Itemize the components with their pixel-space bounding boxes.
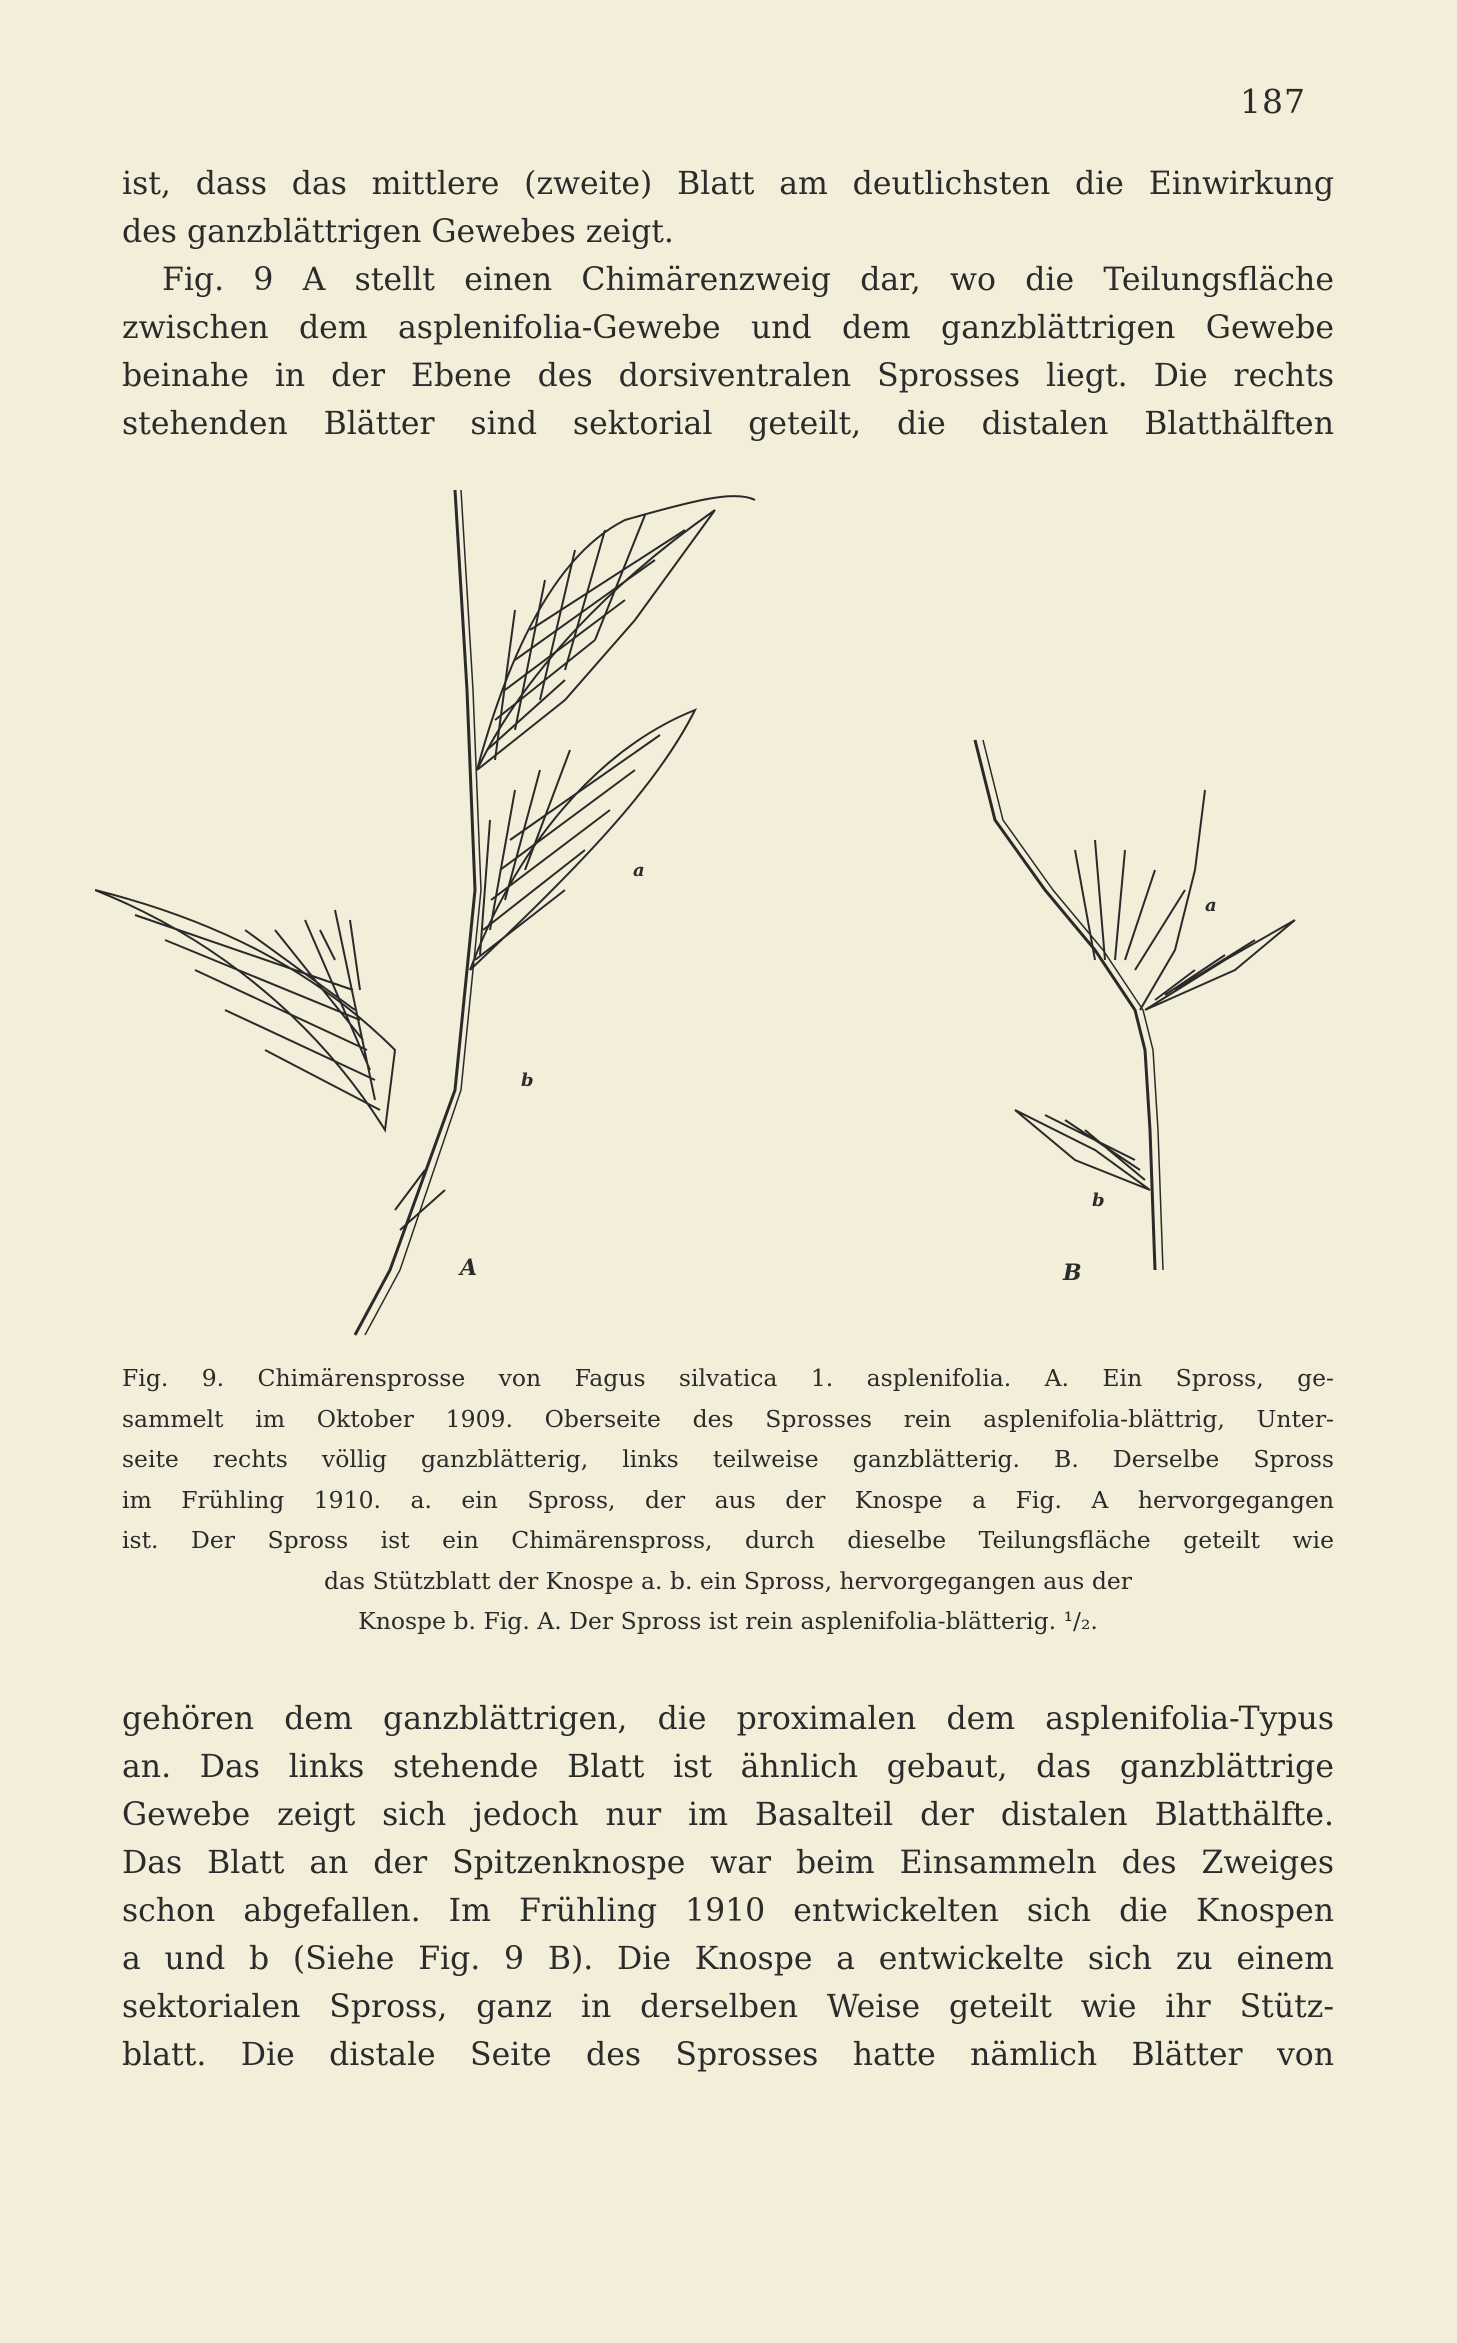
caption-line: Knospe b. Fig. A. Der Spross ist rein asplenifolia-blätterig. ¹/₂. xyxy=(358,1607,1098,1635)
text-line: stehenden Blätter sind sektorial geteilt, die distalen Blatthälften xyxy=(122,406,1334,442)
text-line: ist, dass das mittlere (zweite) Blatt am deutlichsten die Einwirkung xyxy=(122,166,1334,202)
page-number: 187 xyxy=(1240,82,1306,121)
text-line: sektorialen Spross, ganz in derselben Weise geteilt wie ihr Stütz- xyxy=(122,1989,1334,2025)
figure-label-b-right: b xyxy=(1092,1190,1105,1211)
text-line: schon abgefallen. Im Frühling 1910 entwickelten sich die Knospen xyxy=(122,1893,1334,1929)
caption-line: sammelt im Oktober 1909. Oberseite des Sprosses rein asplenifolia-blättrig, Unter- xyxy=(122,1404,1334,1433)
caption-line: im Frühling 1910. a. ein Spross, der aus der Knospe a Fig. A hervorgegangen xyxy=(122,1485,1334,1514)
text-line: an. Das links stehende Blatt ist ähnlich gebaut, das ganzblättrige xyxy=(122,1749,1334,1785)
bottom-paragraph xyxy=(122,1695,1334,2079)
caption-line: das Stützblatt der Knospe a. b. ein Spross, hervorgegangen aus der xyxy=(323,1566,1133,1595)
figure-label-A: A xyxy=(460,1255,478,1281)
text-line: Das Blatt an der Spitzenknospe war beim Einsammeln des Zweiges xyxy=(122,1845,1334,1881)
text-line: blatt. Die distale Seite des Sprosses hatte nämlich Blätter von xyxy=(122,2037,1334,2073)
figure-9 xyxy=(95,490,1365,1350)
figure-label-a-right: a xyxy=(1205,895,1217,916)
caption-line: ist. Der Spross ist ein Chimärenspross, durch dieselbe Teilungsfläche geteilt wie xyxy=(122,1526,1334,1554)
text-line: Fig. 9 A stellt einen Chimärenzweig dar, wo die Teilungsfläche xyxy=(162,262,1334,298)
text-line: gehören dem ganzblättrigen, die proximalen dem asplenifolia-Typus xyxy=(122,1701,1334,1737)
figure-caption xyxy=(122,1358,1334,1642)
text-line: zwischen dem asplenifolia-Gewebe und dem ganzblättrigen Gewebe xyxy=(122,310,1334,346)
text-line: Gewebe zeigt sich jedoch nur im Basalteil der distalen Blatthälfte. xyxy=(122,1797,1334,1833)
text-line: beinahe in der Ebene des dorsiventralen Sprosses liegt. Die rechts xyxy=(122,358,1334,394)
figure-label-B: B xyxy=(1063,1260,1082,1286)
caption-line: Fig. 9. Chimärensprosse von Fagus silvatica 1. asplenifolia. A. Ein Spross, ge- xyxy=(122,1364,1334,1392)
beech-shoot-drawing xyxy=(95,490,1365,1350)
figure-label-b-left: b xyxy=(521,1070,534,1091)
caption-line: seite rechts völlig ganzblätterig, links teilweise ganzblätterig. B. Derselbe Spross xyxy=(122,1445,1334,1473)
figure-label-a-left: a xyxy=(633,860,645,881)
text-line: a und b (Siehe Fig. 9 B). Die Knospe a entwickelte sich zu einem xyxy=(122,1941,1334,1977)
text-line: des ganzblättrigen Gewebes zeigt. xyxy=(122,214,674,250)
top-paragraph xyxy=(122,160,1334,448)
